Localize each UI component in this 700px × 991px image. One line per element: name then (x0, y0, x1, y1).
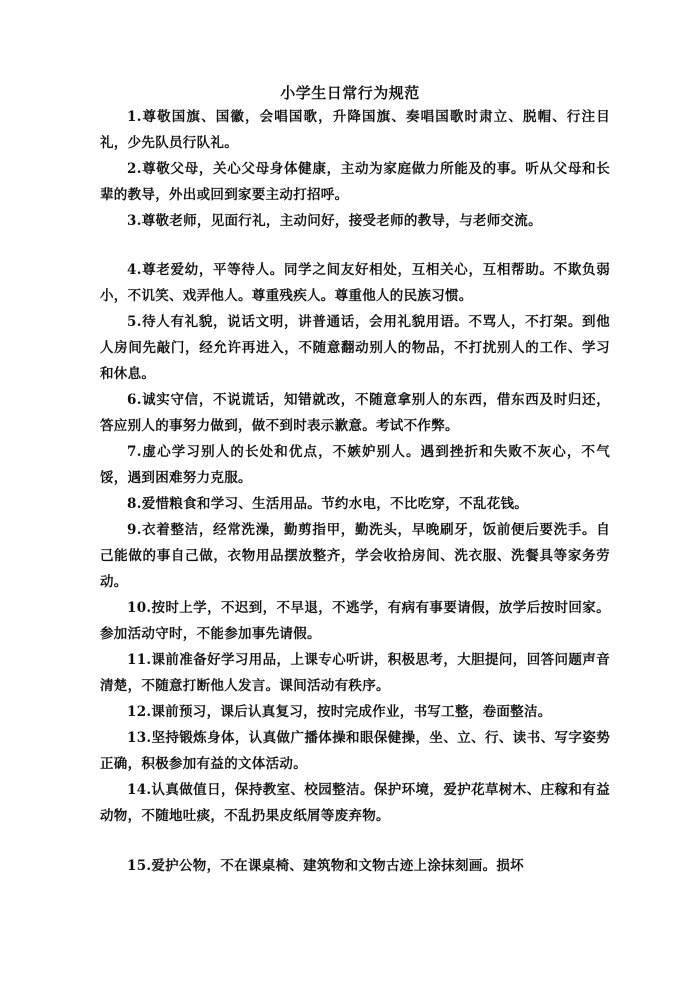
rule-item-14: 14.认真做值日，保持教室、校园整洁。保护环境，爱护花草树木、庄稼和有益动物，不随地吐痰，不乱扔果皮纸屑等废弃物。 (100, 782, 610, 824)
rule-item-9: 9.衣着整洁，经常洗澡，勤剪指甲，勤洗头，早晚刷牙，饭前便后要洗手。自己能做的事自己做，衣物用品摆放整齐，学会收拾房间、洗衣服、洗餐具等家务劳动。 (100, 522, 610, 590)
rule-item-11: 11.课前准备好学习用品，上课专心听讲，积极思考，大胆提问，回答问题声音清楚，不随意打断他人发言。课间活动有秩序。 (100, 652, 610, 694)
page-title: 小学生日常行为规范 (280, 84, 420, 102)
rules-list (100, 104, 610, 879)
rule-item-12: 12.课前预习，课后认真复习，按时完成作业，书写工整，卷面整洁。 (127, 704, 552, 720)
rule-item-3: 3.尊敬老师，见面行礼，主动问好，接受老师的教导，与老师交流。 (127, 213, 542, 229)
rule-item-2: 2.尊敬父母，关心父母身体健康，主动为家庭做力所能及的事。听从父母和长辈的教导，外出或回到家要主动打招呼。 (100, 161, 610, 203)
rule-item-15: 15.爱护公物，不在课桌椅、建筑物和文物古迹上涂抹刻画。损坏 (127, 858, 524, 874)
rule-item-8: 8.爱惜粮食和学习、生活用品。节约水电，不比吃穿，不乱花钱。 (127, 496, 529, 512)
rule-item-13: 13.坚持锻炼身体，认真做广播体操和眼保健操，坐、立、行、读书、写字姿势正确，积极参加有益的文体活动。 (100, 730, 610, 772)
rule-item-7: 7.虚心学习别人的长处和优点，不嫉妒别人。遇到挫折和失败不灰心，不气馁，遇到困难努力克服。 (100, 444, 610, 486)
rule-item-4: 4.尊老爱幼，平等待人。同学之间友好相处，互相关心，互相帮助。不欺负弱小，不讥笑、戏弄他人。尊重残疾人。尊重他人的民族习惯。 (100, 262, 610, 304)
rule-item-10: 10.按时上学，不迟到，不早退，不逃学，有病有事要请假，放学后按时回家。参加活动守时，不能参加事先请假。 (100, 600, 610, 642)
rule-item-1: 1.尊敬国旗、国徽，会唱国歌，升降国旗、奏唱国歌时肃立、脱帽、行注目礼，少先队员行队礼。 (100, 109, 610, 151)
rule-item-6: 6.诚实守信，不说谎话，知错就改，不随意拿别人的东西，借东西及时归还，答应别人的事努力做到，做不到时表示歉意。考试不作弊。 (100, 392, 610, 434)
rule-item-5: 5.待人有礼貌，说话文明，讲普通话，会用礼貌用语。不骂人，不打架。到他人房间先敲门，经允许再进入，不随意翻动别人的物品，不打扰别人的工作、学习和休息。 (100, 314, 610, 382)
